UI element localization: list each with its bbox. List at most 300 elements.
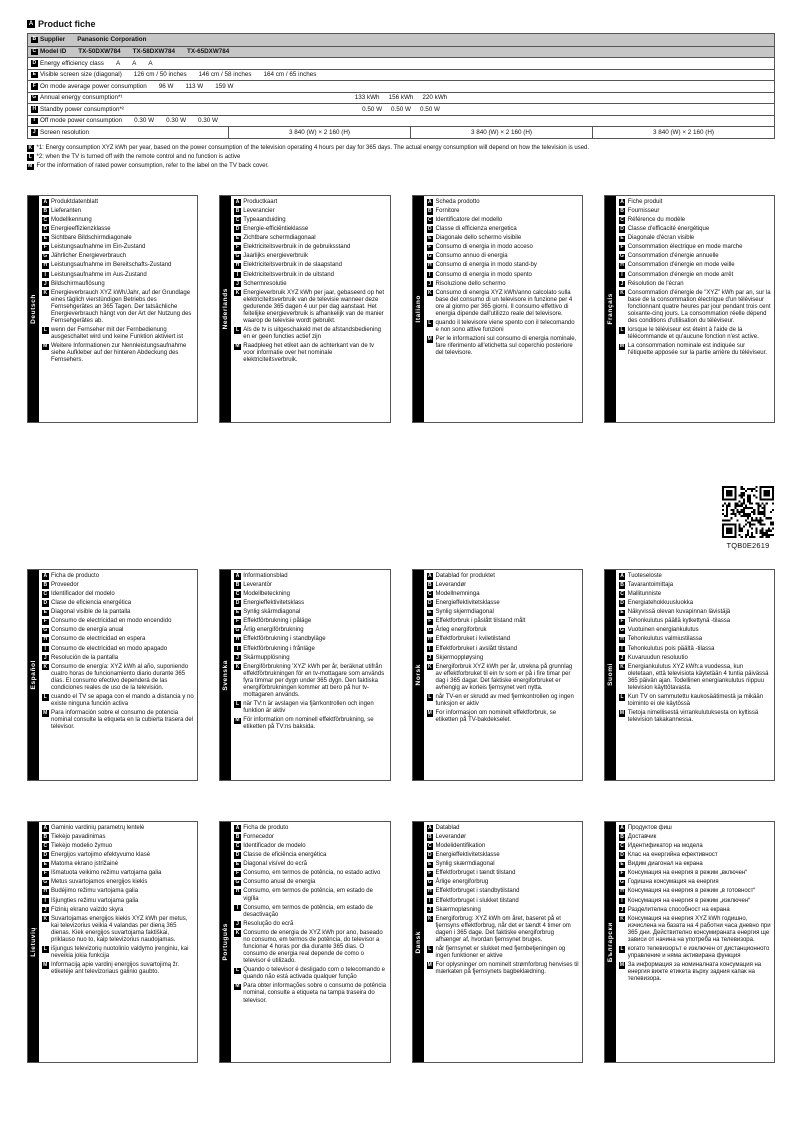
footnote-text: For the information of rated power consumption, refer to the label on the TV back cover.: [36, 163, 269, 170]
letter-badge-B: B: [43, 834, 48, 841]
letter-badge-F: F: [428, 870, 432, 877]
letter-badge-M: M: [235, 983, 240, 990]
legend-item-D: [427, 600, 579, 607]
letter-badge-I: I: [42, 898, 49, 905]
spec-row-H: [28, 103, 774, 115]
legend-item-text: Energiatehokkuusluokka: [627, 600, 694, 607]
letter-badge-G: G: [235, 627, 240, 634]
legend-item-F: [619, 618, 771, 625]
letter-badge-A: A: [235, 198, 240, 205]
language-block: [27, 195, 198, 423]
spec-values: [122, 71, 317, 78]
legend-item-text: Productkaart: [243, 198, 278, 205]
legend-item-D: [42, 226, 194, 233]
language-name-strip: [413, 570, 424, 780]
letter-badge-B: B: [427, 582, 432, 589]
spec-value-cell: 3 840 (W) × 2 160 (H): [592, 127, 774, 138]
legend-item-K: [42, 916, 194, 944]
legend-item-text: Tuoteseloste: [627, 572, 662, 579]
letter-badge-M: M: [619, 343, 625, 350]
language-block: [219, 821, 390, 1063]
spec-row-label: [31, 71, 122, 78]
legend-item-text: Jaarlijks energieverbruik: [243, 253, 308, 260]
legend-item-K: [42, 290, 194, 325]
letter-badge-L: L: [620, 327, 624, 334]
legend-item-text: Effektforbruket i avslått tilstand: [435, 645, 518, 652]
footnote-K: [27, 145, 775, 153]
legend-item-text: Консумация на енергия XYZ kWh годишно, изчислена на базата на 4 работни часа дневно при 365 дни. Действително консумираната енергия ще зависи от начина на употреба на телевизора.: [627, 915, 771, 943]
spec-value: TX-65DXW784: [186, 48, 230, 56]
legend-item-text: когато телевизорът е изключен от дистанционното управление и няма активирана функция: [627, 945, 770, 960]
letter-badge-I: I: [427, 272, 434, 279]
legend-item-B: [427, 208, 579, 215]
letter-badge-J: J: [32, 128, 36, 135]
legend-item-M: [427, 336, 579, 357]
legend-item-I: [42, 898, 194, 905]
legend-item-E: [619, 235, 771, 242]
letter-badge-L: L: [428, 946, 432, 953]
legend-item-H: [619, 888, 771, 895]
legend-item-text: Synlig skærmdiagonal: [435, 861, 495, 868]
legend-items: [424, 822, 582, 1062]
legend-item-text: Proveedor: [51, 581, 79, 588]
letter-badge-B: B: [235, 582, 240, 589]
legend-item-text: Identificador de modelo: [243, 843, 306, 850]
language-row-1: [27, 195, 775, 423]
legend-item-E: [42, 609, 194, 616]
legend-item-text: Консумация на енергия в режим „изключен“: [627, 897, 751, 904]
legend-item-I: [42, 646, 194, 653]
legend-item-text: Клас на енергийна ефективност: [627, 852, 718, 859]
letter-badge-E: E: [43, 235, 47, 242]
letter-badge-H: H: [43, 262, 48, 269]
legend-item-text: Consumo anual de energia: [243, 879, 316, 886]
legend-item-K: [427, 290, 579, 318]
language-name-strip: [413, 822, 424, 1062]
spec-value: 0.50 W: [391, 105, 411, 113]
legend-item-text: Energieffektivitetsklass: [243, 600, 305, 607]
legend-item-text: Kuvaruudun resoluutio: [627, 654, 688, 661]
letter-badge-L: L: [43, 946, 47, 953]
legend-item-text: Diagonal visible de la pantalla: [51, 609, 131, 616]
letter-badge-A: A: [620, 572, 624, 579]
legend-item-text: Näkyvissä olevan kuvapinnan lävistäjä: [627, 609, 731, 616]
spec-row-label: [31, 60, 104, 67]
letter-badge-G: G: [427, 627, 432, 634]
language-name: Português: [222, 923, 230, 961]
legend-item-B: [619, 582, 771, 589]
legend-item-F: [427, 244, 579, 251]
legend-item-C: [234, 217, 386, 224]
spec-row-label: [31, 83, 147, 90]
legend-item-text: Energieffektivitetsklasse: [435, 600, 500, 607]
legend-item-text: Effektforbruket i kviletilstand: [435, 636, 511, 643]
legend-items: [39, 822, 197, 1062]
letter-badge-L: L: [620, 694, 624, 701]
letter-badge-B: B: [32, 36, 37, 43]
letter-badge-A: A: [43, 198, 48, 205]
letter-badge-I: I: [234, 646, 241, 653]
letter-badge-J: J: [428, 906, 432, 913]
letter-badge-H: H: [620, 888, 624, 895]
letter-badge-J: J: [236, 920, 239, 927]
legend-item-text: Vuotuinen energiankulutus: [627, 627, 699, 634]
legend-item-text: Разделителна способност на екрана: [627, 906, 730, 913]
legend-item-J: [234, 281, 386, 288]
letter-badge-D: D: [32, 59, 37, 66]
legend-item-text: Tavarantoimittaja: [627, 581, 674, 588]
legend-item-B: [427, 582, 579, 589]
spec-value-cell: 3 840 (W) × 2 160 (H): [410, 127, 592, 138]
legend-item-text: Jährlicher Energieverbrauch: [51, 253, 127, 260]
legend-item-text: Tehonkulutus päällä kytkettynä -tilassa: [627, 618, 731, 625]
legend-item-H: [42, 636, 194, 643]
letter-badge-F: F: [32, 82, 36, 89]
letter-badge-F: F: [43, 244, 47, 251]
legend-item-M: [619, 710, 771, 724]
letter-badge-E: E: [235, 235, 240, 242]
language-block: [604, 569, 775, 781]
page-title: [27, 19, 775, 29]
letter-badge-A: A: [235, 824, 240, 831]
letter-badge-G: G: [43, 253, 48, 260]
legend-item-L: [427, 320, 579, 334]
qr-code-label: TQB0E2619: [726, 541, 770, 550]
legend-item-text: Продуктов фиш: [627, 824, 672, 831]
legend-item-F: [234, 870, 386, 877]
legend-item-text: Consumo de energia de XYZ kWh por ano, baseado no consumo, em termos de potência, do televisor a funcionar 4 horas por dia durante 365 dias. O consumo de energia real depende de como o televisor é utilizado.: [243, 929, 383, 965]
language-name-strip: [605, 822, 616, 1062]
legend-item-text: Informationsblad: [243, 572, 288, 579]
legend-item-M: [234, 717, 386, 731]
legend-item-text: Effektforbruget i standbytilstand: [435, 888, 520, 895]
legend-item-H: [234, 636, 386, 643]
legend-item-text: Leverandør: [435, 833, 467, 840]
legend-item-J: [42, 907, 194, 914]
spec-label-text: Screen resolution: [40, 128, 90, 136]
letter-badge-E: E: [235, 861, 240, 868]
legend-item-text: Fournisseur: [627, 207, 660, 214]
spec-row-G: [28, 92, 774, 104]
language-block: [604, 821, 775, 1063]
letter-badge-B: B: [43, 582, 48, 589]
legend-item-text: Effektförbrukning i standbyläge: [243, 636, 326, 643]
letter-badge-J: J: [43, 654, 47, 661]
letter-badge-F: F: [43, 618, 47, 625]
legend-item-text: Видим диагонал на екрана: [627, 861, 703, 868]
letter-badge-M: M: [619, 710, 625, 717]
legend-item-text: Classe di efficienza energetica: [435, 226, 517, 233]
footnotes: [27, 145, 775, 171]
legend-item-L: [619, 327, 771, 341]
spec-value-cell: 3 840 (W) × 2 160 (H): [228, 127, 410, 138]
legend-item-E: [619, 861, 771, 868]
letter-badge-H: H: [427, 636, 432, 643]
legend-item-G: [619, 879, 771, 886]
page-title-text: Product fiche: [38, 19, 96, 29]
letter-badge-K: K: [28, 144, 33, 151]
legend-item-M: [427, 962, 579, 976]
letter-badge-H: H: [235, 262, 240, 269]
letter-badge-B: B: [620, 582, 624, 589]
language-block: [219, 195, 390, 423]
legend-item-G: [42, 627, 194, 634]
legend-item-G: [234, 627, 386, 634]
legend-item-text: Modellnemninga: [435, 591, 480, 598]
legend-item-C: [427, 591, 579, 598]
legend-item-text: Consumo de electricidad en modo apagado: [51, 645, 168, 652]
legend-item-M: [42, 962, 194, 976]
legend-item-I: [234, 272, 386, 279]
language-block: [412, 195, 583, 423]
legend-item-text: når TV-en er skrudd av med fjernkontrollen og ingen funksjon er aktiv: [435, 693, 574, 708]
letter-badge-F: F: [235, 618, 240, 625]
letter-badge-L: L: [428, 694, 432, 701]
spec-value: 156 kWh: [388, 94, 414, 102]
legend-item-C: [619, 843, 771, 850]
spec-value: 133 kWh: [354, 94, 380, 102]
legend-item-F: [427, 870, 579, 877]
letter-badge-K: K: [427, 289, 432, 296]
letter-badge-M: M: [43, 343, 48, 350]
language-row-3: [27, 821, 775, 1063]
legend-item-J: [234, 921, 386, 928]
letter-badge-D: D: [43, 600, 48, 607]
legend-item-M: [619, 962, 771, 983]
spec-row-B: [28, 34, 774, 46]
legend-item-text: Leistungsaufnahme im Aus-Zustand: [51, 271, 147, 278]
language-name-strip: [28, 196, 39, 422]
letter-badge-H: H: [32, 105, 37, 112]
letter-badge-H: H: [235, 888, 240, 895]
spec-row-label: [31, 117, 122, 124]
legend-item-E: [234, 861, 386, 868]
language-name: Italiano: [414, 295, 422, 323]
spec-table: [27, 33, 775, 139]
legend-item-C: [234, 843, 386, 850]
legend-item-M: [427, 710, 579, 724]
legend-item-I: [234, 905, 386, 919]
legend-item-M: [234, 343, 386, 364]
language-name: Español: [30, 660, 37, 690]
legend-item-text: Годишна консумация на енергия: [627, 879, 719, 886]
spec-value: TX-58DXW784: [132, 48, 175, 56]
legend-item-text: Consumo, em termos de potência, em estado de desactivação: [243, 904, 373, 918]
legend-item-C: [234, 591, 386, 598]
legend-item-I: [234, 646, 386, 653]
legend-item-text: Kun TV on sammutettu kaukosäätimestä ja mikään toiminto ei ole käytössä: [627, 693, 764, 708]
legend-item-I: [427, 646, 579, 653]
legend-item-B: [42, 582, 194, 589]
legend-item-text: Informaciją apie vardinį energijos suvartojimą žr. etiketėje ant televizoriaus galinio gaubto.: [51, 962, 180, 976]
letter-badge-A: A: [427, 572, 432, 579]
legend-item-I: [619, 898, 771, 905]
letter-badge-M: M: [43, 710, 48, 717]
spec-value: 96 W: [158, 82, 174, 90]
legend-item-text: Resolución de la pantalla: [51, 654, 119, 661]
legend-item-M: [42, 710, 194, 731]
legend-item-M: [619, 343, 771, 357]
legend-item-H: [42, 888, 194, 895]
legend-item-K: [619, 290, 771, 325]
letter-badge-M: M: [427, 710, 432, 717]
letter-badge-F: F: [428, 618, 432, 625]
legend-item-A: [619, 573, 771, 580]
legend-item-text: Budėjimo režimu vartojama galia: [51, 888, 139, 895]
language-name: Svenska: [222, 659, 230, 691]
spec-row-C: [28, 46, 774, 58]
legend-item-text: Consommation d'énergie de "XYZ" kWh par an, sur la base de la consommation électrique d'un téléviseur fonctionnant quatre heures par jour pendant trois cent soixante-cinq jours. La consommation réelle dépend des conditions d'utilisation du téléviseur.: [627, 289, 771, 324]
legend-item-E: [427, 609, 579, 616]
letter-badge-I: I: [31, 118, 38, 125]
legend-item-F: [234, 618, 386, 625]
legend-item-text: Tiekėjo pavadinimas: [51, 833, 106, 840]
letter-badge-I: I: [234, 905, 241, 912]
letter-badge-D: D: [620, 600, 624, 607]
spec-row-E: [28, 69, 774, 81]
legend-item-text: Skærmopløsning: [435, 906, 481, 913]
legend-item-E: [42, 235, 194, 242]
legend-item-text: Årlig energiförbrukning: [243, 627, 304, 634]
legend-item-D: [234, 852, 386, 859]
spec-row-label: [31, 48, 66, 55]
spec-values: [28, 106, 774, 113]
letter-badge-G: G: [235, 253, 240, 260]
letter-badge-C: C: [43, 843, 48, 850]
language-name: Suomi: [606, 663, 614, 687]
legend-item-text: Energieverbrauch XYZ kWh/Jahr, auf der Grundlage eines täglich vierstündigen Betriebs des Fernsehgerätes an 365 Tagen. Der tatsächliche Energieverbrauch hängt von der Art der Nutzung des Fernsehgerätes ab.: [51, 289, 192, 324]
legend-item-text: Consommation d'énergie annuelle: [627, 253, 719, 260]
spec-value: 159 W: [215, 82, 234, 90]
qr-block: [722, 486, 774, 550]
legend-item-text: Modellbeteckning: [243, 591, 290, 598]
legend-item-text: Tehonkulutus pois päältä -tilassa: [627, 645, 715, 652]
legend-item-text: Leistungsaufnahme im Bereitschafts-Zustand: [51, 262, 172, 269]
letter-badge-H: H: [43, 636, 48, 643]
legend-item-text: Consumo de energía anual: [51, 627, 124, 634]
legend-item-text: Raadpleeg het etiket aan de achterkant van de tv voor informatie over het nominale elektriciteitsverbruik.: [243, 343, 375, 364]
legend-item-G: [234, 253, 386, 260]
letter-badge-H: H: [427, 888, 432, 895]
spec-label-text: On mode average power consumption: [40, 82, 147, 90]
letter-badge-H: H: [620, 262, 624, 269]
letter-badge-K: K: [43, 663, 48, 670]
legend-item-text: Consumo de electricidad en modo encendido: [51, 618, 172, 625]
legend-item-G: [619, 253, 771, 260]
legend-item-C: [427, 217, 579, 224]
letter-badge-B: B: [235, 208, 240, 215]
letter-badge-F: F: [235, 870, 240, 877]
letter-badge-G: G: [43, 627, 48, 634]
letter-badge-K: K: [235, 663, 240, 670]
language-row-2: [27, 569, 775, 781]
letter-badge-C: C: [427, 843, 432, 850]
legend-item-text: Consumo di energia in modo spento: [435, 271, 532, 278]
letter-badge-B: B: [620, 208, 624, 215]
language-name: Nederlands: [222, 288, 230, 330]
legend-item-L: [427, 946, 579, 960]
spec-values: [104, 60, 153, 67]
legend-item-I: [427, 898, 579, 905]
letter-badge-A: A: [28, 21, 34, 27]
spec-row-J: [28, 126, 774, 138]
letter-badge-A: A: [43, 572, 48, 579]
legend-item-text: Effektforbruget i slukket tilstand: [435, 897, 519, 904]
legend-item-K: [427, 916, 579, 944]
legend-items: [616, 196, 774, 422]
language-name: Deutsch: [30, 293, 37, 324]
legend-item-text: Per le informazioni sul consumo di energia nominale, fare riferimento all'etichetta sul coperchio posteriore del televisore.: [435, 336, 577, 357]
legend-item-text: Gaminio vardinių parametrų lentelė: [51, 824, 145, 831]
legend-item-I: [427, 272, 579, 279]
legend-item-text: Consumo de electricidad en espera: [51, 636, 146, 643]
legend-item-text: Consumo di energia in modo stand-by: [435, 262, 537, 269]
legend-item-text: Référence du modèle: [627, 217, 686, 224]
letter-badge-E: E: [620, 235, 624, 242]
letter-badge-G: G: [427, 879, 432, 886]
legend-item-H: [234, 262, 386, 269]
legend-item-text: Matoma ekrano įstrižainė: [51, 861, 119, 868]
legend-item-text: Bildschirmauflösung: [51, 280, 105, 287]
legend-item-text: Energijos vartojimo efektyvumo klasė: [51, 852, 151, 859]
legend-item-J: [619, 655, 771, 662]
letter-badge-G: G: [427, 253, 432, 260]
language-name: Български: [606, 921, 614, 962]
legend-item-text: Идентификатор на модела: [627, 843, 703, 850]
legend-item-C: [619, 591, 771, 598]
legend-item-D: [619, 600, 771, 607]
legend-item-F: [234, 244, 386, 251]
legend-item-L: [234, 327, 386, 341]
legend-item-H: [42, 262, 194, 269]
letter-badge-E: E: [43, 861, 47, 868]
legend-item-G: [427, 879, 579, 886]
language-block: [219, 569, 390, 781]
legend-item-text: Modelidentifikation: [435, 843, 486, 850]
legend-item-text: Sichtbare Bildschirmdiagonale: [51, 235, 132, 242]
legend-item-text: För information om nominell effektförbrukning, se etiketten på TV:ns baksida.: [243, 717, 374, 731]
legend-item-text: Energiforbrug: XYZ kWh om året, baseret på et fjernsyns effektforbrug, når det er tændt 4 timer om dagen i 365 dage. Det faktiske energiforbrug afhænger af, hvordan fjernsynet bruges.: [435, 915, 571, 943]
legend-item-J: [427, 281, 579, 288]
letter-badge-J: J: [43, 280, 47, 287]
legend-item-J: [427, 655, 579, 662]
letter-badge-K: K: [43, 915, 48, 922]
letter-badge-D: D: [620, 226, 624, 233]
letter-badge-F: F: [428, 244, 432, 251]
legend-item-A: [427, 573, 579, 580]
language-name-strip: [220, 822, 231, 1062]
legend-item-H: [427, 636, 579, 643]
letter-badge-J: J: [620, 654, 624, 661]
letter-badge-F: F: [620, 244, 624, 251]
legend-item-text: Консумация на енергия в режим „включен“: [627, 870, 748, 877]
legend-item-text: Effektforbruget i tændt tilstand: [435, 870, 516, 877]
spec-label-text: Annual energy consumption*¹: [40, 94, 123, 102]
legend-item-text: Energiankulutus XYZ kWh:a vuodessa, kun oletetaan, että televisiota käytetään 4 tuntia päivässä 365 päivän ajan. Todellinen energiankulutus riippuu television käyttötavasta.: [627, 663, 769, 691]
legend-item-text: Доставчик: [627, 833, 657, 840]
legend-item-text: For oplysninger om nominelt strømforbrug henvises til mærkaten på fjernsynets bagbeklædning.: [435, 962, 579, 976]
footnote-M: [27, 163, 775, 171]
legend-item-text: Modellkennung: [51, 217, 92, 224]
legend-item-G: [619, 627, 771, 634]
legend-item-L: [234, 701, 386, 715]
letter-badge-J: J: [620, 280, 624, 287]
legend-item-L: [42, 694, 194, 708]
letter-badge-K: K: [235, 929, 240, 936]
legend-item-text: Als de tv is uitgeschakeld met de afstandsbediening en er geen functies actief zijn: [243, 327, 382, 341]
spec-row-label: [31, 36, 65, 43]
legend-item-F: [619, 870, 771, 877]
